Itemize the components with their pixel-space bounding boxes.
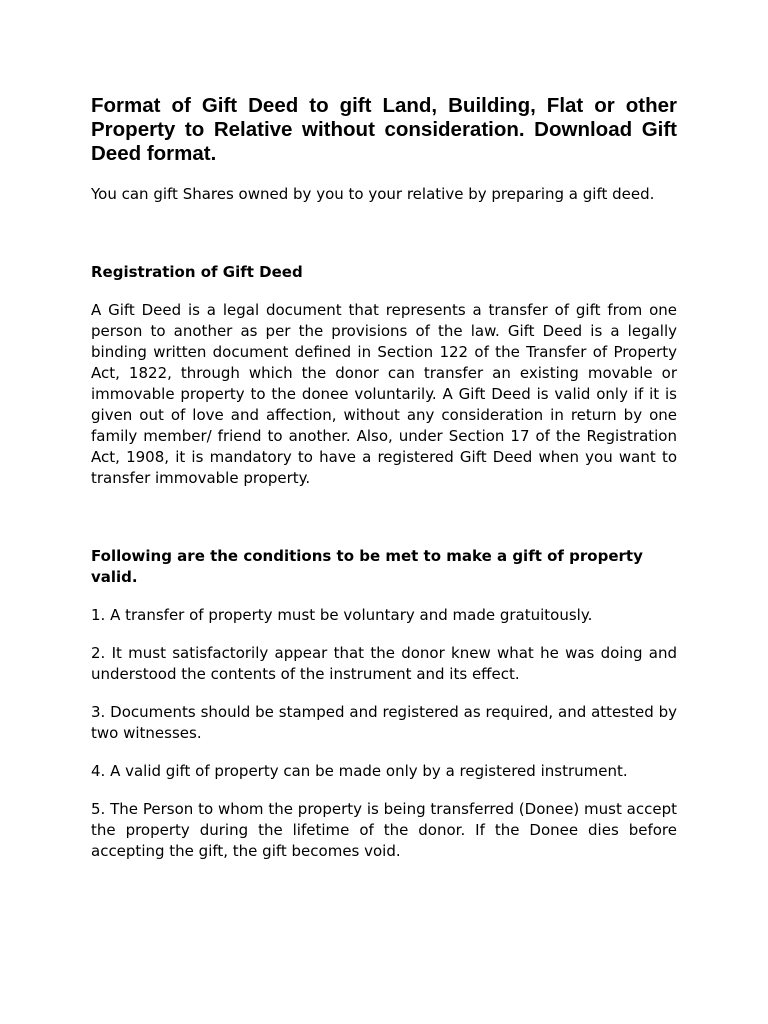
intro-paragraph: You can gift Shares owned by you to your relative by preparing a gift deed. [91,185,655,203]
conditions-list [91,605,677,862]
conditions-heading: Following are the conditions to be met to make a gift of property valid. [91,547,643,586]
condition-item-1: 1. A transfer of property must be voluntary and made gratuitously. [91,606,593,624]
document-title: Format of Gift Deed to gift Land, Building, Flat or other Property to Relative without consideration. Download Gift Deed format. [91,94,677,165]
condition-item-2: 2. It must satisfactorily appear that the donor knew what he was doing and understood the contents of the instrument and its effect. [91,644,677,683]
main-paragraph: A Gift Deed is a legal document that represents a transfer of gift from one person to another as per the provisions of the law. Gift Deed is a legally binding written document defined in Section 122 of the Transfer of Property Act, 1822, through which the donor can transfer an existing movable or immovable property to the donee voluntarily. A Gift Deed is valid only if it is given out of love and affection, without any consideration in return by one family member/ friend to another. Also, under Section 17 of the Registration Act, 1908, it is mandatory to have a registered Gift Deed when you want to transfer immovable property. [91,301,677,487]
condition-item-4: 4. A valid gift of property can be made only by a registered instrument. [91,762,628,780]
document-page [91,94,677,879]
section-heading: Registration of Gift Deed [91,263,303,281]
condition-item-3: 3. Documents should be stamped and registered as required, and attested by two witnesses. [91,703,677,742]
condition-item-5: 5. The Person to whom the property is being transferred (Donee) must accept the property during the lifetime of the donor. If the Donee dies before accepting the gift, the gift becomes void. [91,800,677,860]
